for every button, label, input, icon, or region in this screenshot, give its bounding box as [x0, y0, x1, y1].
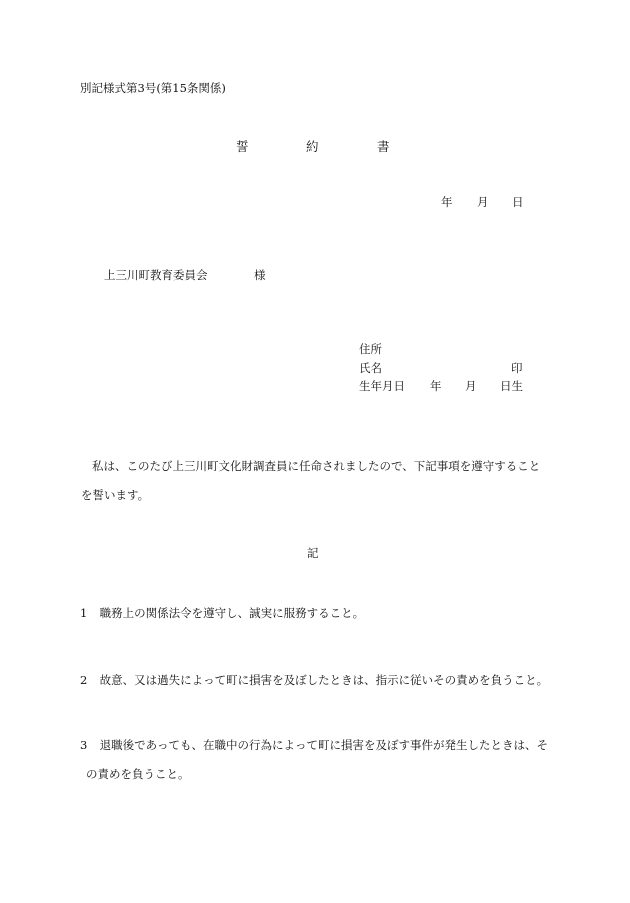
list-item [80, 599, 555, 628]
item-text: 職務上の関係法令を遵守し、誠実に服務すること。 [99, 606, 365, 620]
addressee-honorific: 様 [254, 268, 266, 282]
title-char-2: 約 [306, 139, 319, 154]
addressee-name: 上三川町教育委員会 [104, 268, 208, 282]
title-char-1: 誓 [236, 139, 249, 154]
statement-line-1: 私は、このたび上三川町文化財調査員に任命されましたので、下記事項を遵守すること [92, 459, 541, 473]
statement-line-2: を誓います。 [81, 488, 150, 502]
item-text: 退職後であっても、在職中の行為によって町に損害を及ぼす事件が発生したときは、そ [99, 738, 549, 752]
ki-heading: 記 [307, 546, 319, 560]
item-text: 故意、又は過失によって町に損害を及ぼしたときは、指示に従いその責めを負うこと。 [99, 673, 549, 687]
title-char-3: 書 [377, 139, 390, 154]
statement-paragraph [81, 452, 551, 510]
birth-month-label: 月 [465, 379, 477, 393]
item-number: 3 [80, 738, 88, 752]
birthdate-label: 生年月日 [359, 379, 405, 393]
form-label: 別記様式第3号(第15条関係) [80, 81, 226, 95]
item-number: 1 [80, 606, 88, 620]
item-text-continued: の責めを負うこと。 [86, 767, 190, 781]
address-label: 住所 [359, 342, 382, 356]
list-item [80, 666, 555, 695]
list-item [80, 731, 555, 789]
seal-mark: 印 [511, 361, 523, 375]
birth-day-label: 日生 [500, 379, 523, 393]
name-label: 氏名 [359, 361, 382, 375]
date-year-label: 年 [441, 195, 453, 209]
item-number: 2 [80, 673, 88, 687]
date-month-label: 月 [477, 195, 489, 209]
date-day-label: 日 [512, 195, 524, 209]
birth-year-label: 年 [430, 379, 442, 393]
